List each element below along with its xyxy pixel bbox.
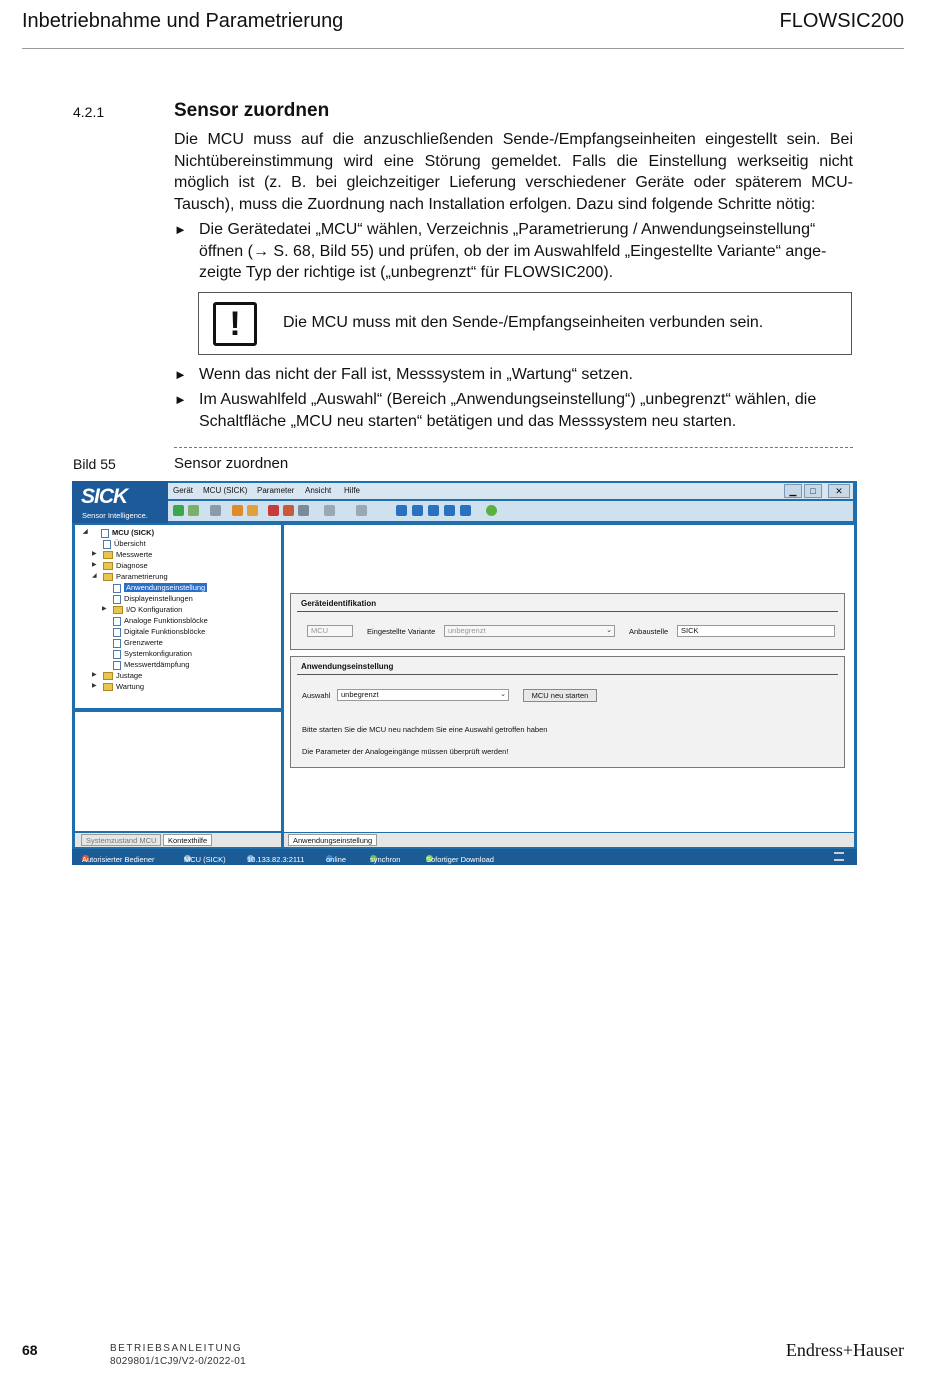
mcu-restart-button[interactable]: MCU neu starten	[523, 689, 597, 702]
group-geraeteidentifikation	[290, 593, 845, 650]
variant-field: unbegrenzt ⌄	[444, 625, 615, 637]
tree-item-justage[interactable]: ▶ Justage	[92, 671, 143, 680]
header-rule	[22, 48, 904, 49]
minimize-icon[interactable]: ▁	[784, 484, 802, 498]
report-icon[interactable]	[268, 505, 279, 516]
page-icon	[113, 595, 121, 604]
folder-icon	[103, 683, 113, 691]
tab-anwendungseinstellung[interactable]: Anwendungseinstellung	[288, 834, 377, 846]
tab-kontexthilfe[interactable]: Kontexthilfe	[163, 834, 212, 846]
section-title: Sensor zuordnen	[174, 100, 330, 121]
menu-parameter[interactable]: Parameter	[257, 486, 295, 495]
logo-tagline: Sensor Intelligence.	[82, 511, 148, 520]
figure-title: Sensor zuordnen	[174, 455, 289, 472]
close-icon[interactable]: ✕	[828, 484, 850, 498]
folder-open-icon	[103, 573, 113, 581]
mcu-field: MCU	[307, 625, 353, 637]
page-icon	[113, 661, 121, 670]
tree-item-io-konfiguration[interactable]: ▶ I/O Konfiguration	[102, 605, 183, 614]
device-icon	[101, 529, 109, 538]
tree-item-grenzwerte[interactable]: Grenzwerte	[113, 638, 163, 648]
intro-paragraph: Die MCU muss auf die anzuschließenden Sende-/Empfangseinheiten eingestellt sein. Bei Nichtübereinstimmung wird eine Störung gemeldet. Falls die Einstellung werkseitig nicht möglich ist (z. B. bei gleichzeitiger Lieferung verschiedener Geräte oder späterem MCU-Tausch), muss die Zuordnung nach Installation erfolgen. Dazu sind folgende Schritte nötig:	[174, 131, 853, 213]
context-help-panel	[75, 712, 281, 831]
brand-logo: Endress+Hauser	[785, 1340, 904, 1360]
section-number: 4.2.1	[73, 104, 105, 120]
layout-1-icon[interactable]	[396, 505, 407, 516]
print-icon[interactable]	[210, 505, 221, 516]
bullet-arrow-icon: ►	[174, 392, 187, 407]
document-type: BETRIEBSANLEITUNG	[110, 1343, 243, 1354]
sick-logo	[72, 481, 168, 523]
maximize-icon[interactable]: □	[804, 484, 822, 498]
menu-geraet[interactable]: Gerät	[173, 486, 194, 495]
tools-icon[interactable]	[298, 505, 309, 516]
toolbar	[168, 501, 853, 521]
logo-brand: SICK	[81, 485, 128, 508]
group-anwendungseinstellung	[290, 656, 845, 768]
software-screenshot	[72, 481, 857, 865]
menu-hilfe[interactable]: Hilfe	[344, 486, 361, 495]
tree-item-wartung[interactable]: ▶ Wartung	[92, 682, 145, 691]
figure-label: Bild 55	[73, 456, 116, 472]
download-icon[interactable]	[247, 505, 258, 516]
running-header-title: Inbetriebnahme und Parametrierung	[22, 10, 344, 32]
tree-item-uebersicht[interactable]: Übersicht	[103, 539, 146, 549]
back-icon[interactable]	[173, 505, 184, 516]
content-panel	[284, 525, 854, 832]
bullet-arrow-icon: ►	[174, 222, 187, 237]
tree-item-messwertdaempfung[interactable]: Messwertdämpfung	[113, 660, 189, 670]
layout-4-icon[interactable]	[444, 505, 455, 516]
tree-item-diagnose[interactable]: ▶ Diagnose	[92, 561, 148, 570]
step-1	[174, 219, 853, 284]
page-icon	[113, 617, 121, 626]
menu-ansicht[interactable]: Ansicht	[305, 486, 332, 495]
left-tab-bar	[75, 833, 281, 847]
select-label: Auswahl	[302, 691, 331, 700]
page-icon	[103, 540, 111, 549]
status-bar: Autorisierter Bediener MCU (SICK) 10.133.82.3:2111 online synchron Sofortiger Download	[72, 849, 857, 865]
tab-systemzustand[interactable]: Systemzustand MCU	[81, 834, 161, 846]
page-icon	[113, 584, 121, 593]
figure-separator	[174, 447, 853, 448]
tree-item-anwendungseinstellung[interactable]: Anwendungseinstellung	[113, 583, 207, 593]
mount-field[interactable]: SICK	[677, 625, 835, 637]
running-header-product: FLOWSIC200	[779, 10, 904, 32]
tree-item-messwerte[interactable]: ▶ Messwerte	[92, 550, 153, 559]
navigation-tree	[75, 525, 281, 708]
layout-3-icon[interactable]	[428, 505, 439, 516]
forward-icon[interactable]	[188, 505, 199, 516]
folder-icon	[103, 672, 113, 680]
folder-icon	[103, 551, 113, 559]
document-info	[110, 1342, 246, 1368]
group-rule	[297, 674, 838, 675]
analog-warning: Die Parameter der Analogeingänge müssen überprüft werden!	[302, 747, 509, 756]
page-icon	[113, 650, 121, 659]
variant-label: Eingestellte Variante	[367, 627, 436, 636]
undo-icon[interactable]	[324, 505, 335, 516]
right-tab-bar	[284, 833, 854, 847]
tree-item-displayeinstellungen[interactable]: Displayeinstellungen	[113, 594, 193, 604]
note-box	[198, 292, 852, 355]
folder-icon	[103, 562, 113, 570]
tree-root[interactable]: ◢ MCU (SICK)	[83, 528, 155, 537]
restart-hint: Bitte starten Sie die MCU neu nachdem Sie eine Auswahl getroffen haben	[302, 725, 548, 734]
note-text: Die MCU muss mit den Sende-/Empfangseinheiten verbunden sein.	[283, 314, 764, 331]
folder-icon	[113, 606, 123, 614]
page-icon	[113, 628, 121, 637]
group-title: Anwendungseinstellung	[301, 662, 394, 671]
tree-item-systemkonfiguration[interactable]: Systemkonfiguration	[113, 649, 192, 659]
menu-bar	[168, 483, 853, 499]
help-icon[interactable]	[486, 505, 497, 516]
step-3-text: Im Auswahlfeld „Auswahl“ (Bereich „Anwendungseinstellung“) „unbegrenzt“ wählen, die Schaltfläche „MCU neu starten“ betätigen und das Messsystem neu starten.	[199, 391, 817, 430]
document-id: 8029801/1CJ9/V2-0/2022-01	[110, 1356, 246, 1367]
warning-icon: !	[213, 302, 257, 346]
export-icon[interactable]	[283, 505, 294, 516]
tree-item-digitale-funktionsbloecke[interactable]: Digitale Funktionsblöcke	[113, 627, 205, 637]
page-icon	[113, 639, 121, 648]
group-rule	[297, 611, 838, 612]
layout-5-icon[interactable]	[460, 505, 471, 516]
mount-label: Anbaustelle	[629, 627, 669, 636]
group-title: Geräteidentifikation	[301, 599, 377, 608]
auswahl-select[interactable]: unbegrenzt ⌄	[337, 689, 509, 701]
layout-2-icon[interactable]	[412, 505, 423, 516]
page-number: 68	[22, 1342, 38, 1358]
chevron-down-icon: ⌄	[606, 627, 612, 634]
chevron-down-icon: ⌄	[500, 691, 506, 698]
step-3	[174, 389, 853, 432]
step-2	[174, 364, 853, 386]
step-1-text: Die Gerätedatei „MCU“ wählen, Verzeichnis „Parametrierung / Anwendungseinstellung“ öffnen (→ S. 68, Bild 55) und prüfen, ob der im Auswahlfeld „Eingestellte Variante“ ange-zeigte Typ der richtige ist („unbegrenzt“ für FLOWSIC200).	[199, 221, 827, 281]
bullet-arrow-icon: ►	[174, 367, 187, 382]
menu-mcu[interactable]: MCU (SICK)	[203, 486, 248, 495]
tree-item-analoge-funktionsbloecke[interactable]: Analoge Funktionsblöcke	[113, 616, 208, 626]
step-2-text: Wenn das nicht der Fall ist, Messsystem in „Wartung“ setzen.	[199, 366, 633, 383]
upload-icon[interactable]	[232, 505, 243, 516]
redo-icon[interactable]	[356, 505, 367, 516]
status-menu-icon[interactable]	[834, 852, 844, 861]
tree-item-parametrierung[interactable]: ◢ Parametrierung	[92, 572, 168, 581]
